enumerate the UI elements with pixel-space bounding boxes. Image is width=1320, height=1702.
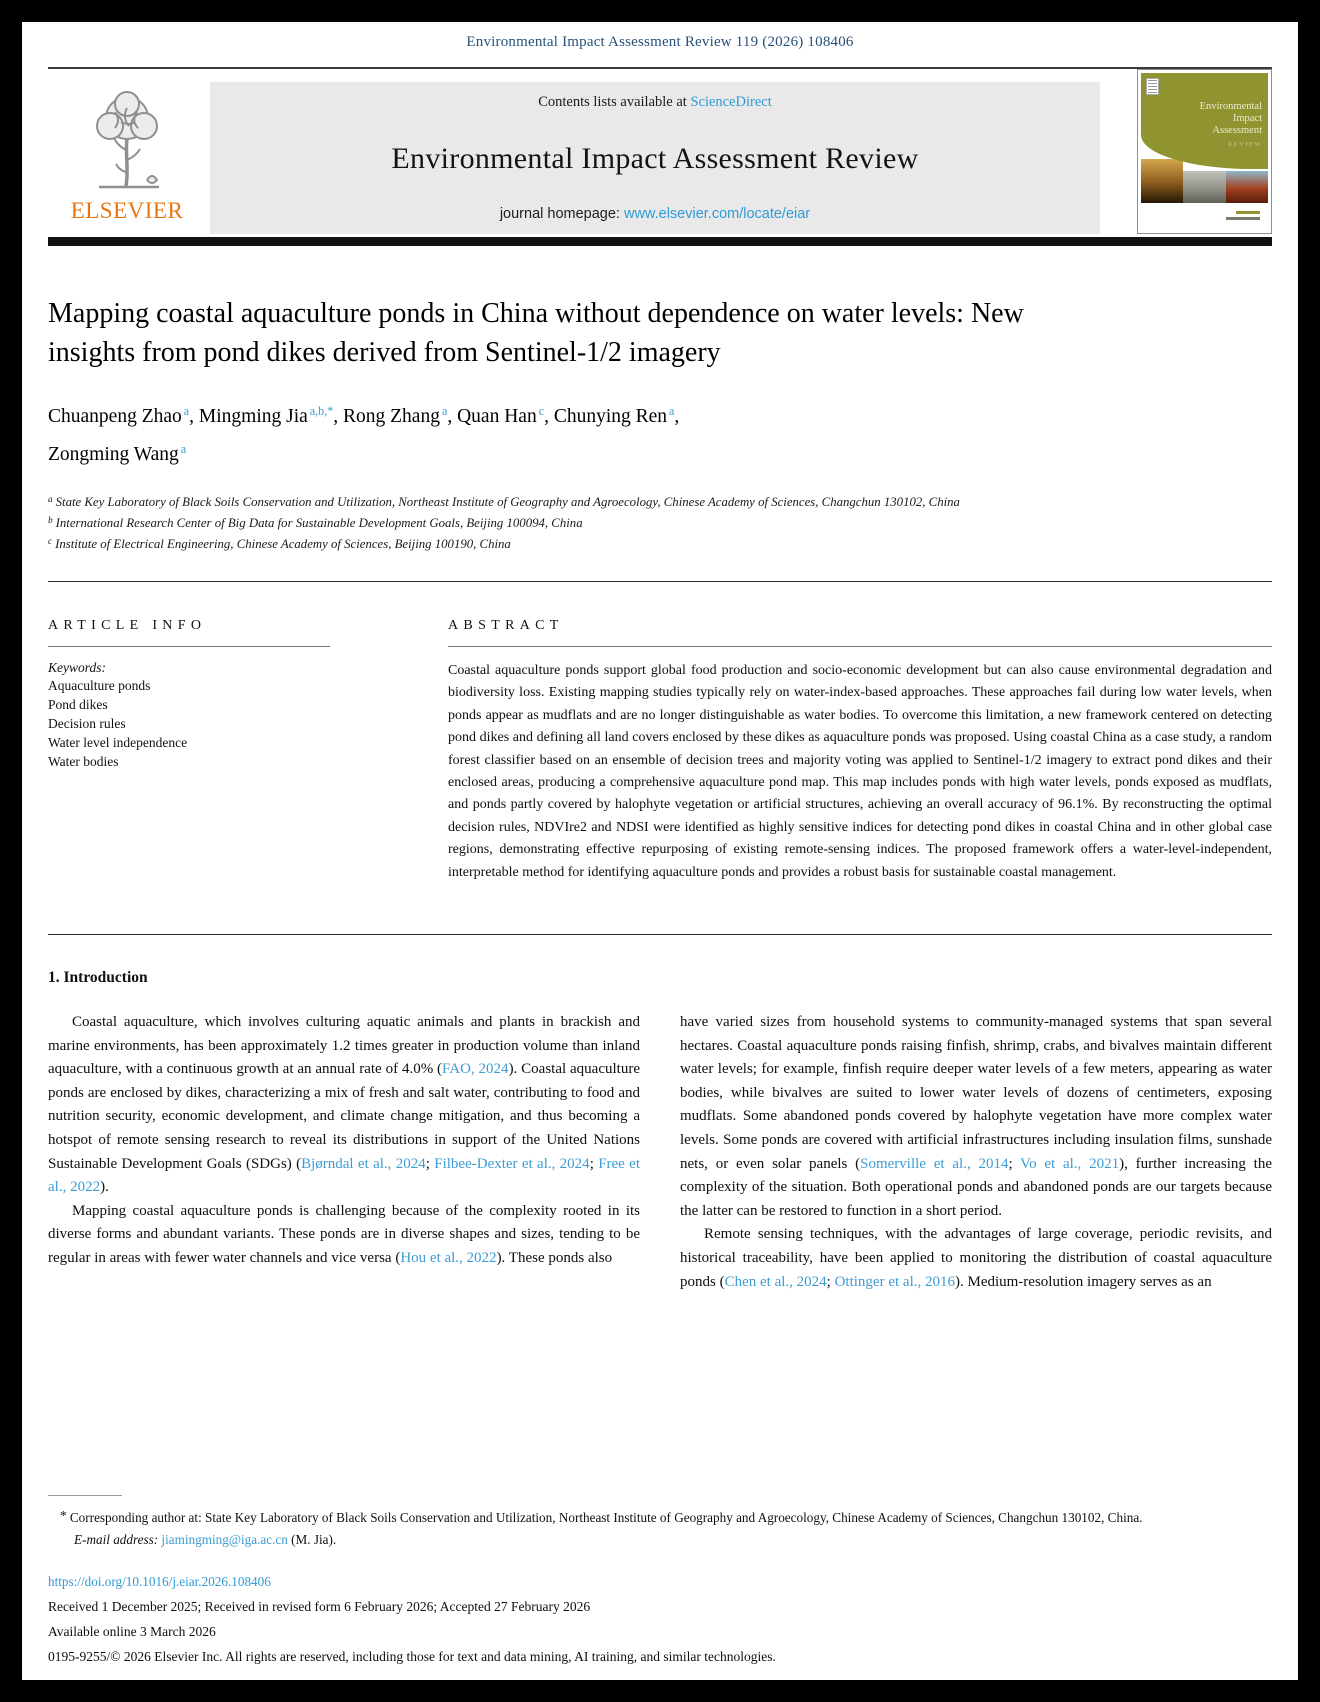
elsevier-tree-icon: [72, 84, 182, 196]
text-segment: ), further increasing the complexity of the situation. Both operational ponds and abandoned ponds are our targets because the latter can be restored to function in a short period.: [680, 1155, 1272, 1219]
keyword-item: Pond dikes: [48, 697, 108, 712]
cover-title-line: Environmental: [1199, 101, 1262, 112]
citation-link[interactable]: Vo et al., 2021: [1020, 1155, 1120, 1172]
keyword-item: Water level independence: [48, 735, 188, 750]
citation-link[interactable]: FAO, 2024: [442, 1061, 509, 1078]
doi-link[interactable]: https://doi.org/10.1016/j.eiar.2026.108406: [48, 1574, 271, 1589]
abstract-rule: [448, 646, 1272, 647]
text-segment: a: [183, 404, 190, 418]
text-segment: , Quan Han: [447, 406, 537, 427]
text-segment: Institute of Electrical Engineering, Chinese Academy of Sciences, Beijing 100190, China: [55, 537, 511, 551]
text-segment: ). Medium-resolution imagery serves as an: [954, 1273, 1212, 1290]
text-segment: Remote sensing techniques, with the advantages of large coverage, periodic revisits, and historical traceability, have been applied to monitoring the distribution of coastal aquaculture ponds (: [680, 1226, 1272, 1290]
text-segment: International Research Center of Big Data for Sustainable Development Goals, Beijing 100094, China: [55, 516, 583, 530]
article-info-heading: ARTICLE INFO: [48, 618, 207, 633]
text-segment: Zongming Wang: [48, 444, 179, 465]
info-abstract-section: [48, 582, 1272, 934]
text-segment: a,b,*: [309, 404, 334, 418]
keyword-item: Aquaculture ponds: [48, 678, 151, 693]
article-title: Mapping coastal aquaculture ponds in China without dependence on water levels: New insights from pond dikes derived from Sentinel-1/2 imagery: [48, 298, 1024, 368]
text-segment: ,: [674, 406, 680, 427]
copyright-line: 0195-9255/© 2026 Elsevier Inc. All rights are reserved, including those for text and data mining, AI training, and similar technologies.: [48, 1649, 776, 1664]
journal-title: Environmental Impact Assessment Review: [391, 141, 919, 175]
cover-editor-text-placeholder: [1226, 217, 1260, 220]
available-online: Available online 3 March 2026: [48, 1624, 216, 1639]
affiliation-a: [48, 490, 1058, 511]
author-line-2: [48, 434, 1272, 470]
cover-title-line: Impact: [1232, 113, 1262, 124]
affiliations: [48, 490, 1272, 553]
article-info-column: [48, 618, 330, 934]
cover-background: [1141, 73, 1268, 169]
text-segment: *: [60, 1508, 67, 1523]
intro-paragraph: [680, 1223, 1272, 1294]
citation-link[interactable]: Chen et al., 2024: [724, 1273, 827, 1290]
citation-link[interactable]: Free et al., 2022: [48, 1155, 640, 1196]
cover-title-line: Assessment: [1212, 125, 1262, 136]
text-segment: Chuanpeng Zhao: [48, 406, 182, 427]
text-segment: Corresponding author at: State Key Laboratory of Black Soils Conservation and Utilization, Northeast Institute of Geography and Agroecology, Chinese Academy of Sciences, Changchun 130102, China.: [66, 1510, 1143, 1525]
text-segment: , Chunying Ren: [544, 406, 668, 427]
text-segment: (M. Jia).: [287, 1532, 337, 1547]
text-segment: , Mingming Jia: [189, 406, 308, 427]
text-segment: a: [441, 404, 448, 418]
received-dates: Received 1 December 2025; Received in revised form 6 February 2026; Accepted 27 February 2026: [48, 1599, 591, 1614]
cover-photo-detail: [1226, 171, 1268, 203]
journal-cover-thumbnail: [1137, 69, 1272, 234]
abstract-text: Coastal aquaculture ponds support global food production and socio-economic development but can also cause environmental degradation and biodiversity loss. Existing mapping studies typically rely on water-index-based approaches. These approaches fail during low water levels, when ponds appear as mudflats and are no longer distinguishable as water bodies. To overcome this limitation, a new framework centered on detecting pond dikes and defining all land covers enclosed by these dikes as aquaculture ponds was proposed. Using coastal China as a case study, a random forest classifier based on an ensemble of decision trees and majority voting was applied to Sentinel-1/2 imagery to extract pond dikes and their enclosed areas, producing a comprehensive aquaculture pond map. This map includes ponds with high water levels, ponds exposed as mudflats, and ponds partly covered by halophyte vegetation or artificial structures, achieving an overall accuracy of 96.1%. By reconstructing the optimal decision rules, NDVIre2 and NDSI were identified as highly sensitive indices for detecting pond dikes in coastal China and in other global case regions, demonstrating effective repurposing of existing remote-sensing indices. The proposed framework offers a water-level-independent, interpretable method for identifying aquaculture ponds and provides a robust basis for sustainable coastal management.: [448, 663, 1272, 880]
cover-photo-bridge: [1183, 171, 1225, 203]
text-segment: a: [180, 442, 187, 456]
text-segment: c: [48, 536, 53, 546]
header-separator-bar: [48, 237, 1272, 246]
citation-link[interactable]: Filbee-Dexter et al., 2024: [434, 1155, 590, 1172]
text-segment: ;: [826, 1273, 835, 1290]
text-segment: ;: [425, 1155, 435, 1172]
cover-footer-band: [1141, 203, 1268, 229]
journal-citation: Environmental Impact Assessment Review 119 (2026) 108406: [466, 34, 854, 50]
introduction-heading: 1. Introduction: [48, 969, 148, 986]
text-segment: ;: [1008, 1155, 1021, 1172]
text-segment: a: [669, 404, 675, 418]
homepage-line: [220, 206, 1090, 222]
email-note: [48, 1529, 1172, 1550]
keyword-item: Water bodies: [48, 754, 119, 769]
affiliation-b: [48, 511, 1058, 532]
journal-header-band: [48, 82, 1272, 234]
elsevier-wordmark: ELSEVIER: [70, 198, 184, 223]
journal-masthead: [210, 82, 1100, 234]
footnote-block: [48, 1495, 1272, 1680]
text-segment: ;: [589, 1155, 599, 1172]
homepage-label: journal homepage:: [499, 206, 624, 222]
text-segment: Coastal aquaculture, which involves culturing aquatic animals and plants in brackish and marine environments, has been approximately 1.2 times greater in production volume than inland aquaculture, with a continuous growth at an annual rate of 4.0% (: [48, 1014, 640, 1078]
cover-title: [1200, 101, 1262, 151]
corresponding-author-note: [48, 1505, 1172, 1528]
elsevier-logo: [48, 82, 206, 234]
cover-elsevier-tree-icon: [1146, 78, 1159, 95]
text-segment: ).: [100, 1179, 109, 1196]
intro-paragraph: [48, 1011, 640, 1200]
cover-photo-strip: [1141, 171, 1268, 203]
text-segment: , Rong Zhang: [333, 406, 440, 427]
intro-paragraph: [680, 1011, 1272, 1223]
citation-link[interactable]: Bjørndal et al., 2024: [301, 1155, 426, 1172]
page: [22, 22, 1298, 1680]
sciencedirect-link[interactable]: ScienceDirect: [690, 94, 772, 110]
footnote-divider: [48, 1495, 122, 1496]
cover-subtitle: REVIEW: [1227, 141, 1262, 148]
article-info-rule: [48, 646, 330, 647]
citation-link[interactable]: Ottinger et al., 2016: [834, 1273, 955, 1290]
cover-editor-text-placeholder: [1236, 211, 1260, 214]
citation-link[interactable]: Somerville et al., 2014: [860, 1155, 1009, 1172]
contents-prefix: Contents lists available at: [538, 94, 691, 110]
contents-line: [220, 94, 1090, 111]
text-segment: E-mail address:: [74, 1532, 162, 1547]
left-column: [48, 1011, 640, 1294]
text-segment: State Key Laboratory of Black Soils Conservation and Utilization, Northeast Institute of Geography and Agroecology, Chinese Academy of Sciences, Changchun 130102, China: [55, 495, 960, 509]
homepage-link[interactable]: www.elsevier.com/locate/eiar: [623, 206, 811, 222]
abstract-column: [448, 618, 1272, 934]
text-segment: a: [48, 494, 53, 504]
text-segment: ). These ponds also: [496, 1249, 613, 1266]
text-segment: b: [48, 515, 53, 525]
text-segment: c: [538, 404, 545, 418]
header-top-divider: [48, 67, 1272, 69]
abstract-heading: ABSTRACT: [448, 618, 564, 633]
text-segment: ). Coastal aquaculture ponds are enclosed by dikes, characterizing a mix of fresh and salt water, contributing to food and nutrition security, economic development, and climate change mitigation, and thus becoming a hotspot of remote sensing research to reveal its distributions in support of the United Nations Sustainable Development Goals (SDGs) (: [48, 1061, 640, 1172]
text-segment: have varied sizes from household systems to community-managed systems that span several hectares. Coastal aquaculture ponds raising finfish, shrimp, crabs, and bivalves maintain different water levels; for example, finfish require deeper water levels of a few meters, appearing as water bodies, while bivalves are suited to lower water levels of dozens of centimeters, exposing mudflats. Some abandoned ponds covered by halophyte vegetation have more complex water levels. Some ponds are covered with artificial infrastructures including insulation films, sunshade nets, or even solar panels (: [680, 1014, 1272, 1172]
text-segment: Mapping coastal aquaculture ponds is challenging because of the complexity rooted in its diverse forms and abundant variants. These ponds are in diverse shapes and sizes, tending to be regular in areas with fewer water channels and vice versa (: [48, 1202, 640, 1266]
body-text-columns: [48, 1011, 1272, 1294]
section-divider-bottom: [48, 934, 1272, 935]
keyword-item: Decision rules: [48, 716, 126, 731]
cover-photo-sunset: [1141, 159, 1183, 203]
keywords-label: Keywords:: [48, 660, 106, 675]
affiliation-c: [48, 532, 1058, 553]
author-line-1: [48, 396, 1272, 432]
citation-link[interactable]: Hou et al., 2022: [400, 1249, 497, 1266]
intro-paragraph: [48, 1200, 640, 1271]
right-column: [680, 1011, 1272, 1294]
citation-link[interactable]: jiamingming@iga.ac.cn: [161, 1532, 288, 1547]
